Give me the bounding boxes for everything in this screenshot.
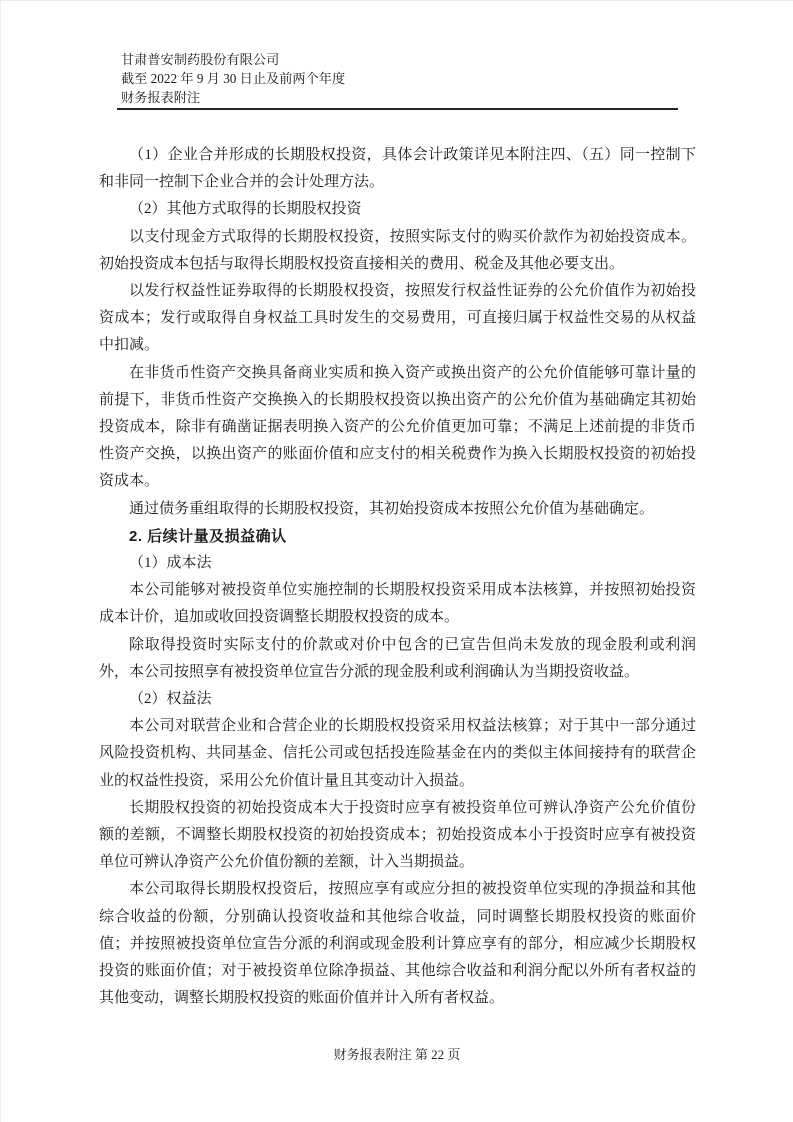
paragraph: （1）成本法	[129, 555, 212, 572]
paragraph: 本公司对联营企业和合营企业的长期股权投资采用权益法核算；对于其中一部分通过风险投资机构、共同基金、信托公司或包括投连险基金在内的类似主体间接持有的联营企业的权益性投资，采用公允价值计量且其变动计入损益。	[99, 718, 696, 789]
paragraph: 以发行权益性证券取得的长期股权投资，按照发行权益性证券的公允价值作为初始投资成本；发行或取得自身权益工具时发生的交易费用，可直接归属于权益性交易的从权益中扣减。	[99, 283, 696, 354]
paragraph: 本公司能够对被投资单位实施控制的长期股权投资采用成本法核算，并按照初始投资成本计价，追加或收回投资调整长期股权投资的成本。	[99, 582, 696, 626]
paragraph: 在非货币性资产交换具备商业实质和换入资产或换出资产的公允价值能够可靠计量的前提下，非货币性资产交换换入的长期股权投资以换出资产的公允价值为基础确定其初始投资成本，除非有确凿证据表明换入资产的公允价值更加可靠；不满足上述前提的非货币性资产交换，以换出资产的账面价值和应支付的相关税费作为换入长期股权投资的初始投资成本。	[99, 364, 696, 490]
paragraph: 长期股权投资的初始投资成本大于投资时应享有被投资单位可辨认净资产公允价值份额的差额，不调整长期股权投资的初始投资成本；初始投资成本小于投资时应享有被投资单位可辨认净资产公允价值份额的差额，计入当期损益。	[99, 799, 696, 871]
paragraph: 通过债务重组取得的长期股权投资，其初始投资成本按照公允价值为基础确定。	[129, 500, 655, 517]
paragraph: 以支付现金方式取得的长期股权投资，按照实际支付的购买价款作为初始投资成本。初始投资成本包括与取得长期股权投资直接相关的费用、税金及其他必要支出。	[99, 228, 696, 272]
header-reporting-period: 截至 2022 年 9 月 30 日止及前两个年度	[121, 71, 346, 86]
header-company-name: 甘肃普安制药股份有限公司	[121, 52, 280, 67]
section-heading: 2. 后续计量及损益确认	[129, 527, 287, 545]
paragraph: 除取得投资时实际支付的价款或对价中包含的已宣告但尚未发放的现金股利或利润外，本公司按照享有被投资单位宣告分派的现金股利或利润确认为当期投资收益。	[99, 636, 696, 680]
document-footer	[1, 1046, 793, 1064]
paragraph: （1）企业合并形成的长期股权投资，具体会计政策详见本附注四、（五）同一控制下和非同一控制下企业合并的会计处理方法。	[99, 147, 696, 191]
document-header	[121, 50, 345, 107]
header-doc-title: 财务报表附注	[121, 90, 201, 105]
paragraph: （2）权益法	[129, 691, 212, 708]
document-body	[99, 142, 696, 1013]
header-divider-rule	[117, 108, 678, 110]
footer-page-label: 财务报表附注 第 22 页	[333, 1047, 461, 1062]
paragraph: 本公司取得长期股权投资后，按照应享有或应分担的被投资单位实现的净损益和其他综合收益的份额，分别确认投资收益和其他综合收益，同时调整长期股权投资的账面价值；并按照被投资单位宣告分派的利润或现金股利计算应享有的部分，相应减少长期股权投资的账面价值；对于被投资单位除净损益、其他综合收益和利润分配以外所有者权益的其他变动，调整长期股权投资的账面价值并计入所有者权益。	[99, 881, 696, 1007]
paragraph: （2）其他方式取得的长期股权投资	[129, 201, 362, 218]
